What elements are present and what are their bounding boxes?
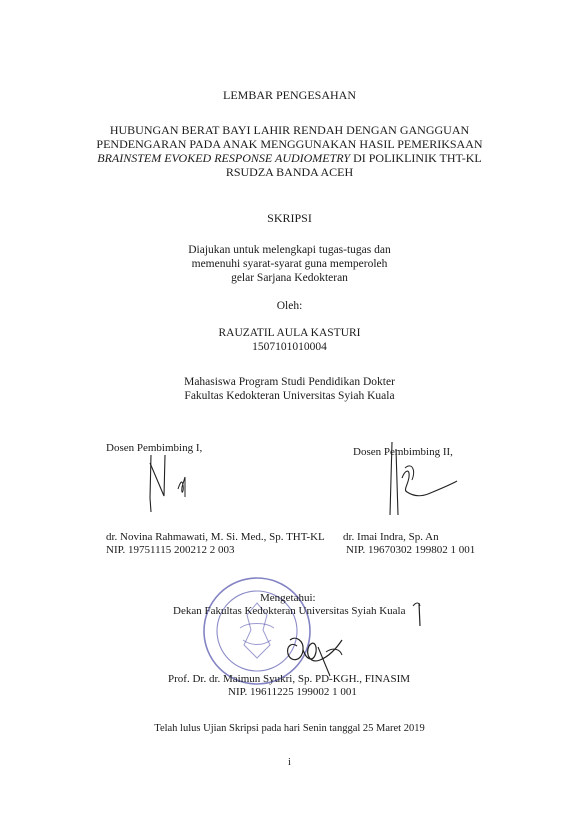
supervisor-1-name: dr. Novina Rahmawati, M. Si. Med., Sp. THT-KL [106, 531, 325, 543]
approval-nip: NIP. 19611225 199002 1 001 [228, 686, 357, 698]
document-type: SKRIPSI [267, 211, 312, 225]
title-line-2: PENDENGARAN PADA ANAK MENGGUNAKAN HASIL PEMERIKSAAN [96, 137, 483, 151]
purpose-line-3: gelar Sarjana Kedokteran [231, 272, 348, 284]
exam-note: Telah lulus Ujian Skripsi pada hari Senin tanggal 25 Maret 2019 [154, 723, 425, 734]
title-line-1: HUBUNGAN BERAT BAYI LAHIR RENDAH DENGAN GANGGUAN [109, 123, 470, 137]
approval-name: Prof. Dr. dr. Maimun Syukri, Sp. PD-KGH., FINASIM [168, 673, 411, 685]
supervisor-2-name: dr. Imai Indra, Sp. An [343, 531, 439, 543]
affiliation-line-1: Mahasiswa Program Studi Pendidikan Dokter [184, 376, 395, 388]
purpose-line-2: memenuhi syarat-syarat guna memperoleh [191, 258, 388, 270]
document-header: LEMBAR PENGESAHAN [222, 88, 356, 102]
affiliation-line-2: Fakultas Kedokteran Universitas Syiah Kuala [184, 390, 395, 402]
author-name: RAUZATIL AULA KASTURI [218, 327, 361, 339]
page-number: i [288, 757, 291, 768]
supervisor-2-role: Dosen Pembimbing II, [353, 446, 453, 458]
title-italic-term: BRAINSTEM EVOKED RESPONSE AUDIOMETRY [97, 151, 351, 165]
approval-label: Mengetahui: [260, 592, 316, 604]
purpose-line-1: Diajukan untuk melengkapi tugas-tugas dan [188, 244, 391, 256]
supervisor-1-role: Dosen Pembimbing I, [106, 442, 203, 454]
supervisor-2-nip: NIP. 19670302 199802 1 001 [346, 544, 476, 556]
title-line-4: RSUDZA BANDA ACEH [225, 165, 354, 179]
supervisor-1-nip: NIP. 19751115 200212 2 003 [106, 544, 235, 556]
title-line-3-rest: DI POLIKLINIK THT-KL [350, 151, 482, 165]
author-nim: 1507101010004 [252, 341, 327, 353]
approval-position: Dekan Fakultas Kedokteran Universitas Syiah Kuala [173, 605, 406, 617]
by-label: Oleh: [276, 300, 303, 312]
